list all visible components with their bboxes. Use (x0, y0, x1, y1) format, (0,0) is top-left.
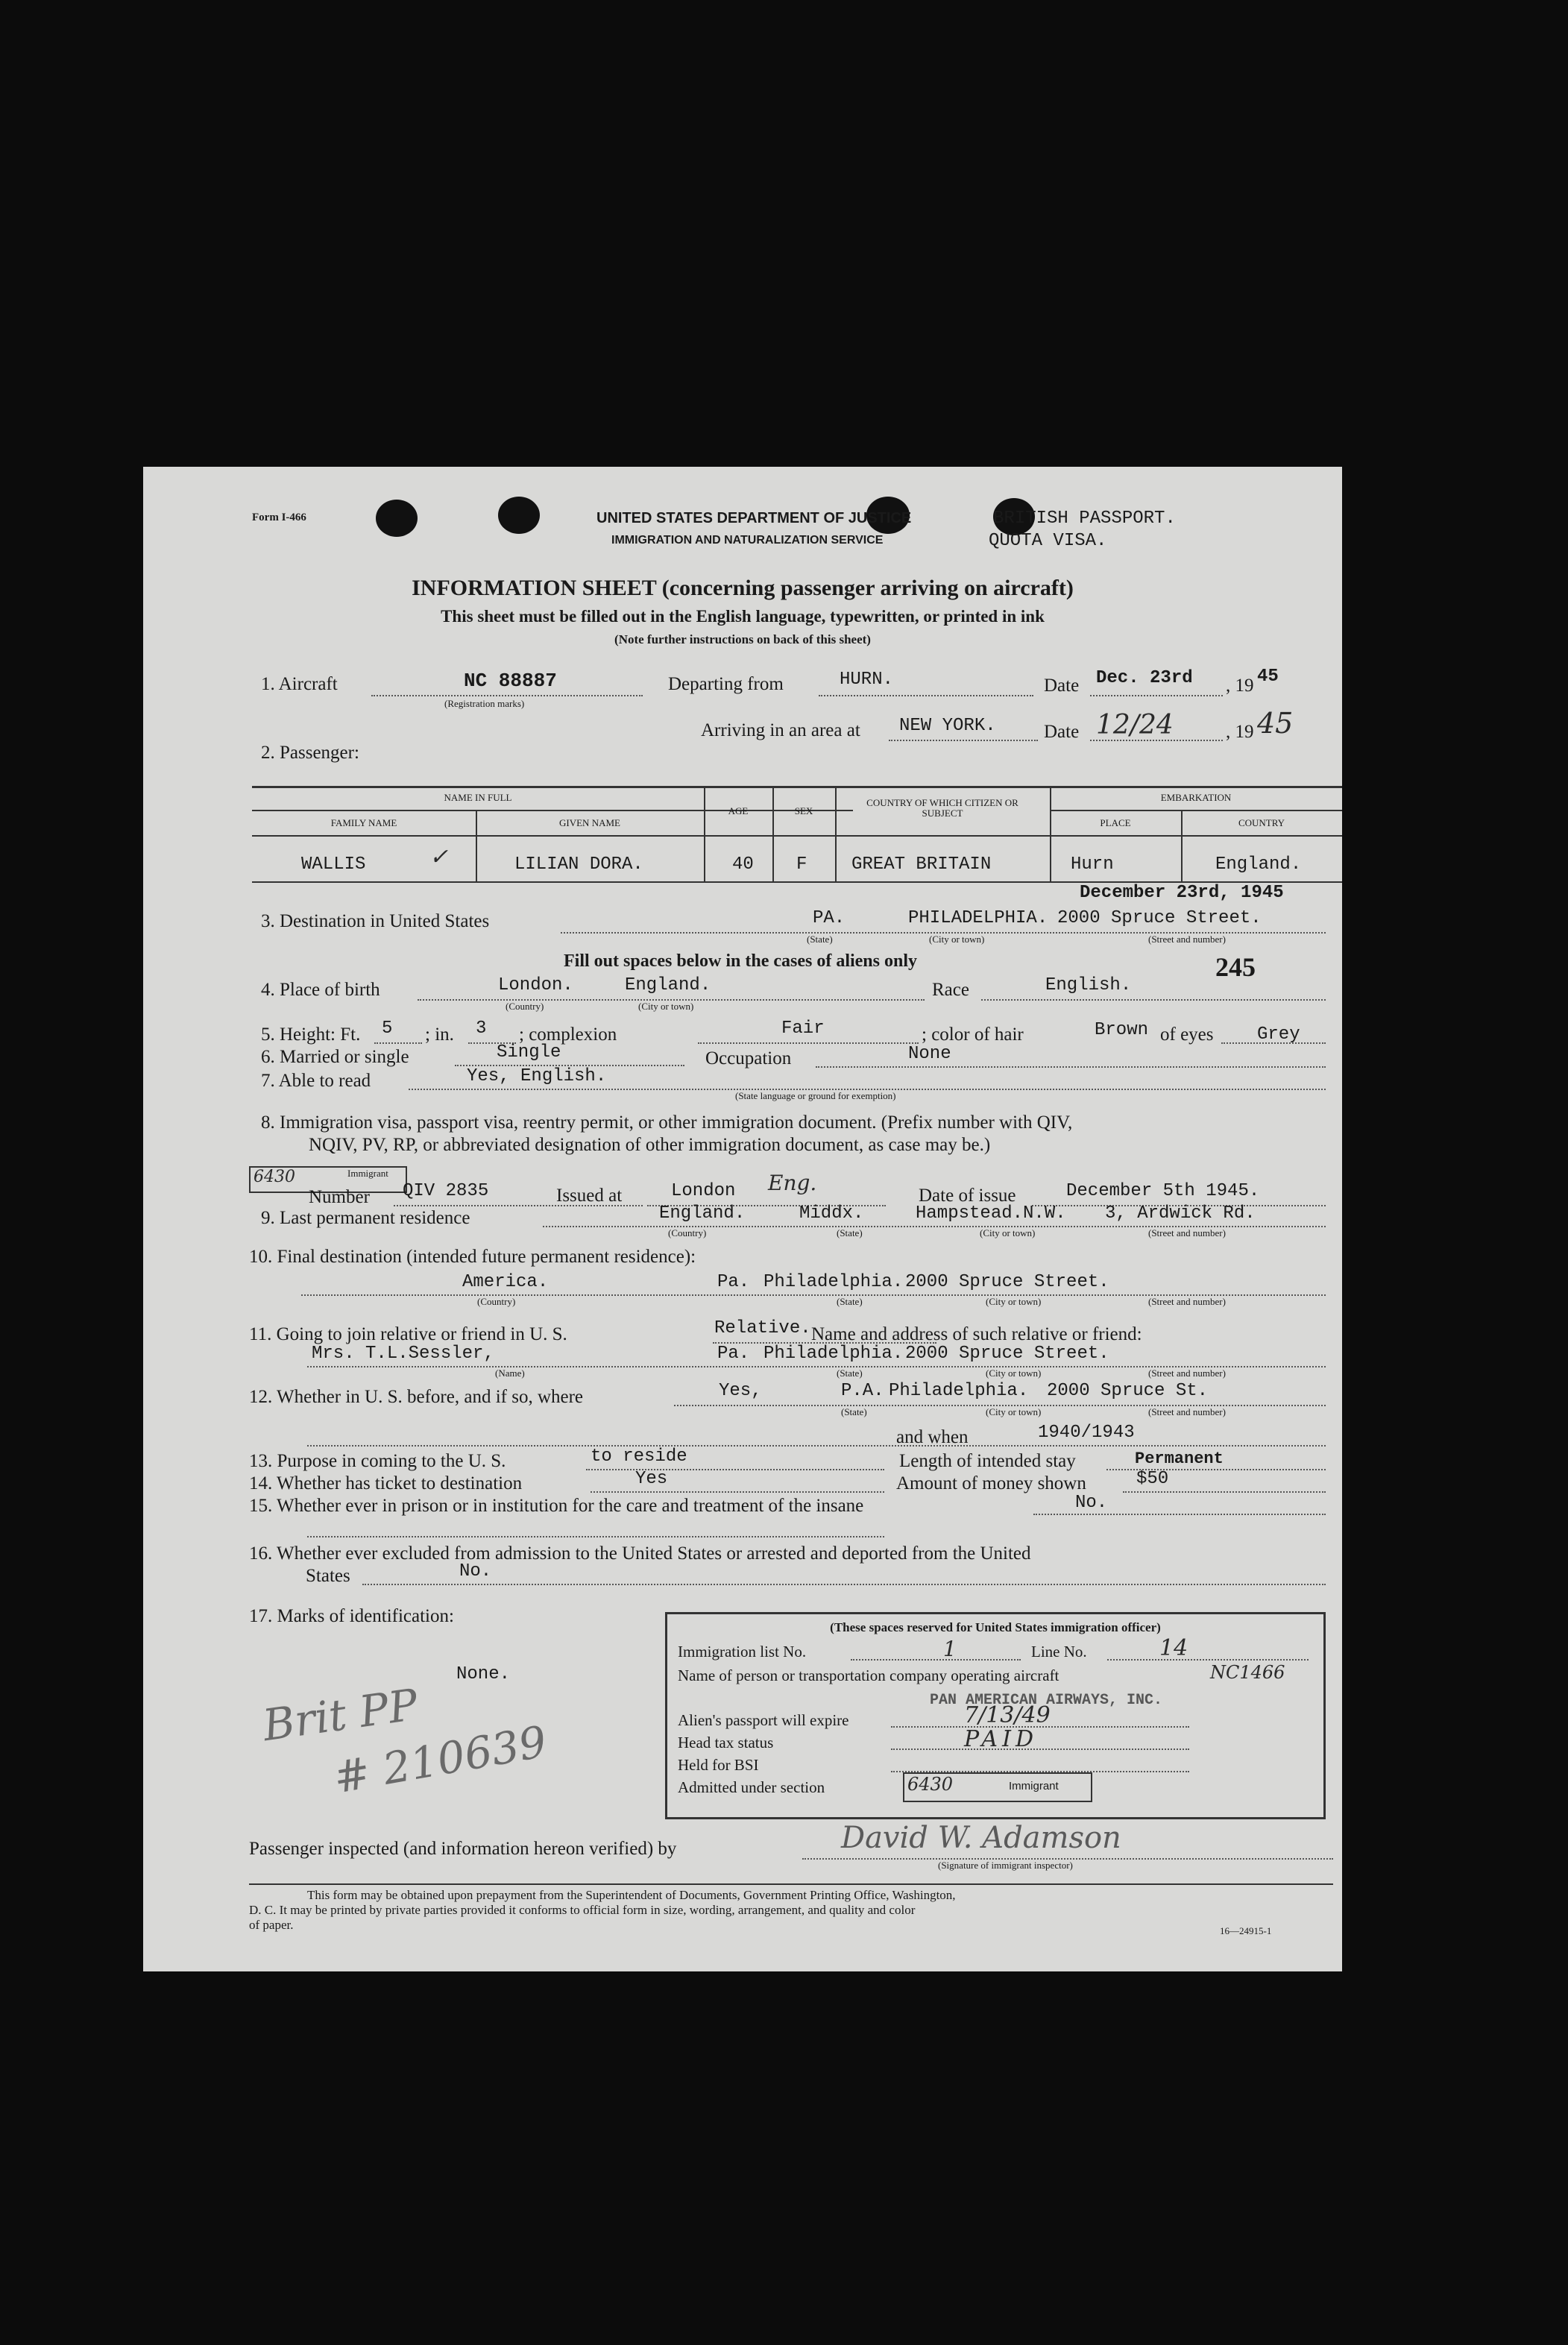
expire-value: 7/13/49 (964, 1702, 1051, 1728)
destination-city: PHILADELPHIA. (908, 908, 1048, 928)
residence-city: Hampstead.N.W. (916, 1203, 1066, 1224)
final-city: Philadelphia. (763, 1272, 904, 1292)
eyes-value: Grey (1257, 1024, 1300, 1045)
list-number: 1 (943, 1637, 957, 1661)
destination-state: PA. (813, 908, 846, 928)
inches-label: ; in. (425, 1024, 454, 1045)
caption-country: (Country) (506, 1001, 544, 1012)
marks-value: None. (456, 1664, 511, 1684)
form-subtitle: This sheet must be filled out in the English language, typewritten, or printed in ink (441, 607, 1045, 626)
residence-state: Middx. (799, 1203, 864, 1224)
line-number: 14 (1159, 1635, 1188, 1661)
complexion-value: Fair (781, 1019, 825, 1039)
stamp-passport: BRITISH PASSPORT. (993, 509, 1176, 529)
arriving-label: Arriving in an area at (701, 720, 860, 740)
sex-value: F (796, 854, 807, 875)
section-text: Immigrant (1009, 1780, 1059, 1792)
read-label: 7. Able to read (261, 1071, 371, 1091)
form-sheet (143, 467, 1342, 1971)
eyes-label: of eyes (1160, 1024, 1214, 1045)
signature-caption: (Signature of immigrant inspector) (938, 1860, 1073, 1871)
final-state: Pa. (717, 1272, 750, 1292)
issued-value: London (671, 1181, 736, 1201)
caption-before-state: (State) (841, 1406, 867, 1417)
caption-res-city: (City or town) (980, 1227, 1036, 1238)
read-value: Yes, English. (467, 1066, 607, 1086)
year-prefix: , 19 (1226, 676, 1254, 696)
stamp-label: Immigrant (347, 1168, 388, 1179)
header-place: PLACE (1100, 817, 1131, 828)
arrival-date-label: Date (1044, 722, 1080, 742)
tax-value: PAID (964, 1726, 1038, 1752)
visa-number: QIV 2835 (403, 1181, 489, 1201)
header-family-name: FAMILY NAME (330, 817, 397, 828)
join-name-label: Name and address of such relative or friend: (811, 1324, 1142, 1344)
ticket-label: 14. Whether has ticket to destination (249, 1473, 523, 1493)
header-embarkation: EMBARKATION (1160, 792, 1232, 803)
department-name: UNITED STATES DEPARTMENT OF JUSTICE (596, 510, 912, 526)
caption-final-state: (State) (837, 1296, 863, 1307)
join-street: 2000 Spruce Street. (905, 1344, 1109, 1364)
prison-label: 15. Whether ever in prison or in institution for the care and treatment of the insane (249, 1496, 864, 1516)
footer-line2: D. C. It may be printed by private parties provided it conforms to official form in size, wording, arrangement, and quality and color (249, 1903, 916, 1917)
before-city: Philadelphia. (889, 1381, 1029, 1401)
money-value: $50 (1136, 1469, 1169, 1489)
caption-final-city: (City or town) (986, 1296, 1042, 1307)
join-value: Relative. (714, 1318, 811, 1338)
stamp-quota-visa: QUOTA VISA. (989, 531, 1107, 551)
check-mark: ✓ (429, 844, 449, 870)
section-label: Admitted under section (678, 1778, 825, 1796)
caption-city: (City or town) (929, 934, 985, 945)
official-heading: (These spaces reserved for United States immigration officer) (830, 1620, 1161, 1634)
header-given-name: GIVEN NAME (559, 817, 620, 828)
departure-year: 45 (1257, 667, 1279, 687)
aircraft-registration: NC 88887 (464, 670, 557, 692)
header-name-in-full: NAME IN FULL (444, 792, 512, 803)
race-value: English. (1045, 975, 1132, 995)
read-caption: (State language or ground for exemption) (735, 1090, 896, 1101)
marital-label: 6. Married or single (261, 1047, 409, 1067)
arrival-year-handwritten: 45 (1257, 707, 1294, 740)
tax-label: Head tax status (678, 1734, 774, 1751)
departure-date: Dec. 23rd (1096, 668, 1193, 688)
issued-label: Issued at (556, 1186, 623, 1206)
before-value: Yes, (719, 1381, 762, 1401)
caption-state: (State) (807, 934, 833, 945)
before-state: P.A. (841, 1381, 884, 1401)
purpose-value: to reside (591, 1447, 687, 1467)
citizen-value: GREAT BRITAIN (851, 854, 992, 875)
when-value: 1940/1943 (1038, 1423, 1135, 1443)
handwritten-passport-number: # 210639 (330, 1716, 551, 1804)
expire-label: Alien's passport will expire (678, 1711, 849, 1729)
caption-city-birth: (City or town) (638, 1001, 694, 1012)
hair-value: Brown (1095, 1020, 1149, 1040)
occupation-value: None (908, 1044, 951, 1064)
inspector-signature: David W. Adamson (841, 1821, 1121, 1855)
height-feet: 5 (382, 1019, 393, 1039)
form-title: INFORMATION SHEET (concerning passenger arriving on aircraft) (412, 576, 1074, 600)
before-street: 2000 Spruce St. (1047, 1381, 1209, 1401)
excluded-value: No. (459, 1561, 492, 1581)
marital-value: Single (497, 1042, 561, 1063)
aliens-heading: Fill out spaces below in the cases of aliens only (564, 951, 918, 971)
visa-line2: NQIV, PV, RP, or abbreviated designation of other immigration document, as case may be.) (309, 1135, 991, 1155)
footer-code: 16—24915-1 (1220, 1925, 1272, 1936)
passenger-label: 2. Passenger: (261, 743, 359, 763)
official-use-box (665, 1612, 1326, 1819)
stay-label: Length of intended stay (899, 1451, 1076, 1471)
carrier-code: NC1466 (1210, 1662, 1285, 1683)
section-stamp (903, 1772, 1092, 1802)
join-state: Pa. (717, 1344, 750, 1364)
caption-before-city: (City or town) (986, 1406, 1042, 1417)
carrier-name: PAN AMERICAN AIRWAYS, INC. (930, 1692, 1163, 1709)
departing-label: Departing from (668, 674, 784, 694)
money-label: Amount of money shown (896, 1473, 1086, 1493)
final-destination-label: 10. Final destination (intended future permanent residence): (249, 1247, 696, 1267)
ticket-value: Yes (635, 1469, 668, 1489)
issue-date: December 5th 1945. (1066, 1181, 1260, 1201)
issue-date-label: Date of issue (919, 1186, 1016, 1206)
list-label: Immigration list No. (678, 1643, 807, 1661)
embarkation-country: England. (1215, 854, 1302, 875)
excluded-line2: States (306, 1566, 350, 1586)
caption-join-city: (City or town) (986, 1367, 1042, 1379)
family-name: WALLIS (301, 854, 366, 875)
form-note: (Note further instructions on back of this sheet) (614, 632, 871, 646)
given-name: LILIAN DORA. (514, 854, 643, 875)
punch-hole (376, 500, 418, 537)
residence-street: 3, Ardwick Rd. (1105, 1203, 1256, 1224)
registration-caption: (Registration marks) (444, 698, 525, 709)
before-label: 12. Whether in U. S. before, and if so, where (249, 1387, 584, 1407)
destination-label: 3. Destination in United States (261, 911, 490, 931)
caption-res-state: (State) (837, 1227, 863, 1238)
caption-res-country: (Country) (668, 1227, 707, 1238)
marks-label: 17. Marks of identification: (249, 1606, 454, 1626)
service-name: IMMIGRATION AND NATURALIZATION SERVICE (611, 534, 884, 547)
issued-handwritten: Eng. (768, 1171, 817, 1195)
join-city: Philadelphia. (763, 1344, 904, 1364)
caption-res-street: (Street and number) (1148, 1227, 1226, 1238)
inspection-label: Passenger inspected (and information hereon verified) by (249, 1839, 677, 1859)
caption-before-street: (Street and number) (1148, 1406, 1226, 1417)
footer-line3: of paper. (249, 1918, 294, 1932)
caption-join-street: (Street and number) (1148, 1367, 1226, 1379)
section-code: 6430 (907, 1774, 954, 1795)
handwritten-brit-pp: Brit PP (259, 1678, 421, 1751)
embarkation-place: Hurn (1071, 854, 1114, 875)
hair-label: ; color of hair (922, 1024, 1024, 1045)
carrier-label: Name of person or transportation company operating aircraft (678, 1666, 1059, 1684)
aircraft-label: 1. Aircraft (261, 674, 338, 694)
birth-city: England. (625, 975, 711, 995)
caption-final-street: (Street and number) (1148, 1296, 1226, 1307)
when-label: and when (896, 1427, 969, 1447)
header-sex: SEX (794, 805, 813, 816)
final-country: America. (462, 1272, 549, 1292)
typed-date: December 23rd, 1945 (1080, 883, 1284, 903)
departing-value: HURN. (840, 670, 894, 690)
header-age: AGE (728, 805, 749, 816)
arrival-date-handwritten: 12/24 (1096, 710, 1174, 740)
stamp-code: 6430 (254, 1168, 295, 1186)
bsi-label: Held for BSI (678, 1756, 759, 1774)
stay-value: Permanent (1135, 1450, 1224, 1468)
destination-street: 2000 Spruce Street. (1057, 908, 1262, 928)
race-label: Race (932, 980, 969, 1000)
birth-country: London. (498, 975, 573, 995)
date-label: Date (1044, 676, 1080, 696)
prison-value: No. (1075, 1493, 1108, 1513)
height-label: 5. Height: Ft. (261, 1024, 361, 1045)
arrival-year-prefix: , 19 (1226, 722, 1254, 742)
form-number: Form I-466 (252, 512, 306, 523)
caption-street: (Street and number) (1148, 934, 1226, 945)
visa-line1: 8. Immigration visa, passport visa, reentry permit, or other immigration document. (Prefix number with QIV, (261, 1112, 1073, 1133)
caption-final-country: (Country) (477, 1296, 516, 1307)
age-value: 40 (732, 854, 754, 875)
residence-label: 9. Last permanent residence (261, 1208, 470, 1228)
excluded-line1: 16. Whether ever excluded from admission to the United States or arrested and deported from the United (249, 1543, 1031, 1564)
footer-line1: This form may be obtained upon prepayment from the Superintendent of Documents, Government Printing Office, Washington, (307, 1888, 956, 1902)
purpose-label: 13. Purpose in coming to the U. S. (249, 1451, 506, 1471)
punch-hole (498, 497, 540, 534)
complexion-label: ; complexion (519, 1024, 617, 1045)
birth-label: 4. Place of birth (261, 980, 380, 1000)
occupation-label: Occupation (705, 1048, 792, 1068)
line-label: Line No. (1031, 1643, 1087, 1661)
final-street: 2000 Spruce Street. (905, 1272, 1109, 1292)
join-label: 11. Going to join relative or friend in U. S. (249, 1324, 567, 1344)
caption-join-name: (Name) (495, 1367, 525, 1379)
record-number: 245 (1215, 952, 1256, 982)
header-country: COUNTRY (1238, 817, 1285, 828)
arriving-value: NEW YORK. (899, 716, 996, 736)
visa-number-label: Number (309, 1187, 370, 1207)
header-citizen-country: COUNTRY OF WHICH CITIZEN OR SUBJECT (866, 797, 1018, 819)
join-name: Mrs. T.L.Sessler, (312, 1344, 494, 1364)
residence-country: England. (659, 1203, 746, 1224)
caption-join-state: (State) (837, 1367, 863, 1379)
height-inches: 3 (476, 1019, 487, 1039)
